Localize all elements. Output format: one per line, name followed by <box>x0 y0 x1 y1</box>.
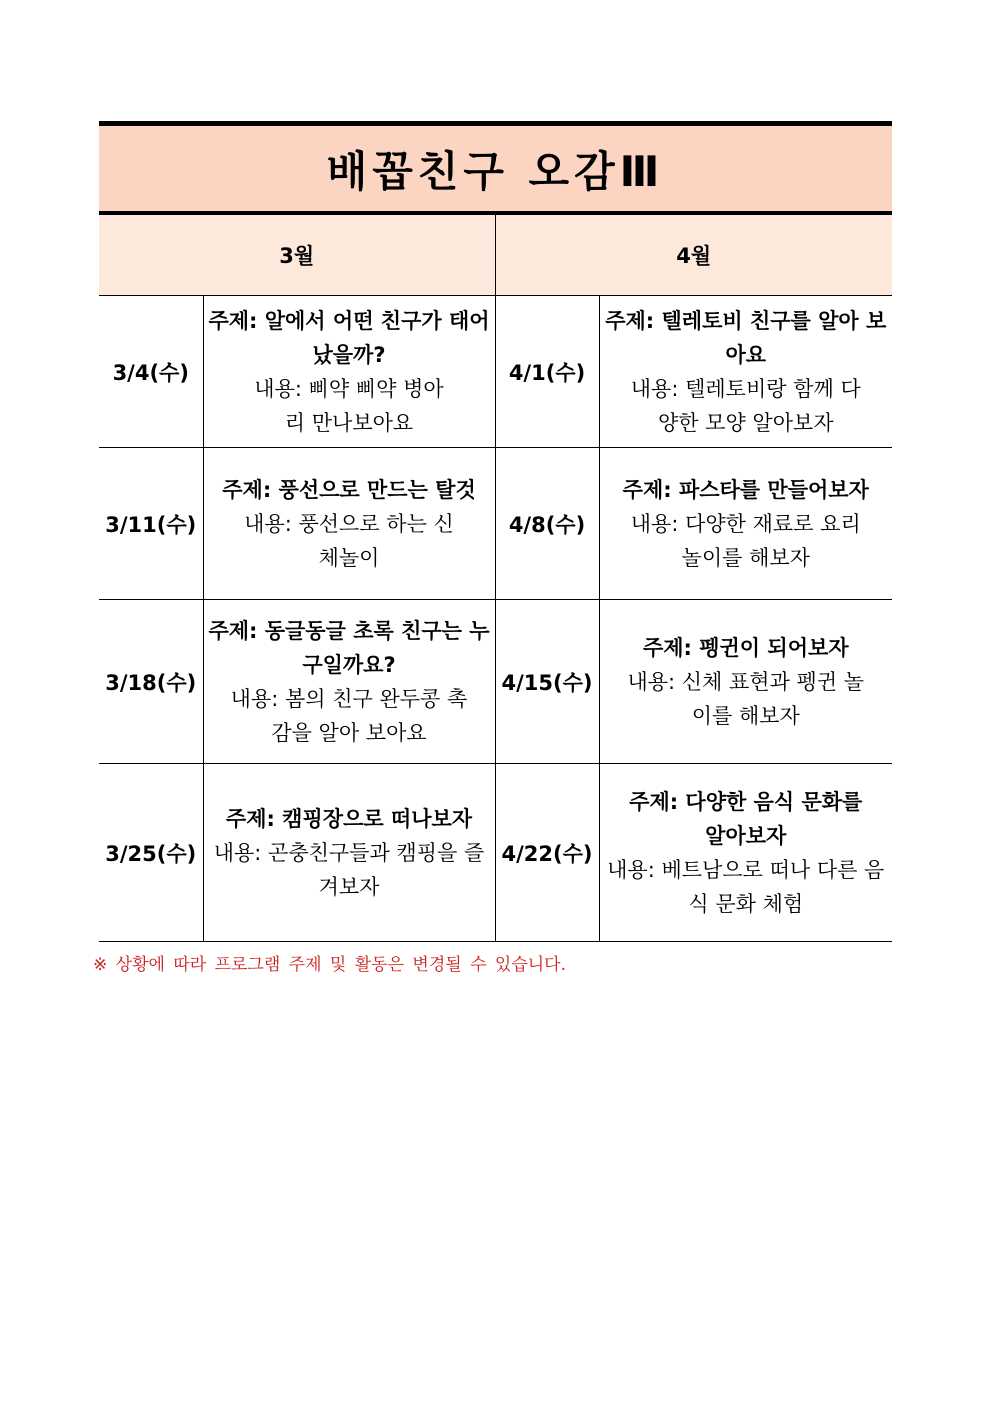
session-cell <box>203 296 495 448</box>
schedule-row <box>99 448 892 600</box>
month-header-march: 3월 <box>99 213 495 296</box>
title-row <box>99 124 892 214</box>
change-notice: ※ 상황에 따라 프로그램 주제 및 활동은 변경될 수 있습니다. <box>93 955 566 975</box>
session-content: 내용: 베트남으로 떠나 다른 음식 문화 체험 <box>607 857 885 916</box>
session-date: 4/22(수) <box>495 764 599 942</box>
session-cell <box>599 296 892 448</box>
session-cell <box>599 764 892 942</box>
month-header-april: 4월 <box>495 213 892 296</box>
session-cell <box>599 448 892 600</box>
session-date: 3/25(수) <box>99 764 203 942</box>
session-topic: 주제: 파스타를 만들어보자 <box>622 477 869 502</box>
session-content: 내용: 다양한 재료로 요리 놀이를 해보자 <box>630 511 861 570</box>
session-topic: 주제: 알에서 어떤 친구가 태어났을까? <box>208 308 490 367</box>
session-content: 내용: 풍선으로 하는 신체놀이 <box>244 511 454 570</box>
session-cell <box>599 600 892 764</box>
month-header-row <box>99 213 892 296</box>
session-cell <box>203 600 495 764</box>
session-date: 3/18(수) <box>99 600 203 764</box>
session-topic: 주제: 동글동글 초록 친구는 누구일까요? <box>208 618 490 677</box>
session-content: 내용: 봄의 친구 완두콩 촉감을 알아 보아요 <box>230 686 468 745</box>
session-topic: 주제: 다양한 음식 문화를 알아보자 <box>629 789 863 848</box>
schedule-row <box>99 296 892 448</box>
session-topic: 주제: 텔레토비 친구를 알아 보아요 <box>605 308 887 367</box>
session-date: 3/11(수) <box>99 448 203 600</box>
session-content: 내용: 삐약 삐약 병아리 만나보아요 <box>254 376 444 435</box>
schedule-row <box>99 600 892 764</box>
schedule-sheet <box>99 121 892 942</box>
session-topic: 주제: 캠핑장으로 떠나보자 <box>225 806 473 831</box>
session-content: 내용: 곤충친구들과 캠핑을 즐겨보자 <box>213 840 485 899</box>
session-cell <box>203 764 495 942</box>
session-content: 내용: 텔레토비랑 함께 다양한 모양 알아보자 <box>630 376 861 435</box>
program-title: 배꼽친구 오감Ⅲ <box>99 124 892 214</box>
schedule-row <box>99 764 892 942</box>
session-topic: 주제: 풍선으로 만드는 탈것 <box>222 477 476 502</box>
session-date: 4/1(수) <box>495 296 599 448</box>
session-cell <box>203 448 495 600</box>
session-date: 4/15(수) <box>495 600 599 764</box>
schedule-table <box>99 121 892 942</box>
session-date: 3/4(수) <box>99 296 203 448</box>
session-topic: 주제: 펭귄이 되어보자 <box>642 635 849 660</box>
session-date: 4/8(수) <box>495 448 599 600</box>
session-content: 내용: 신체 표현과 펭귄 놀이를 해보자 <box>627 669 865 728</box>
